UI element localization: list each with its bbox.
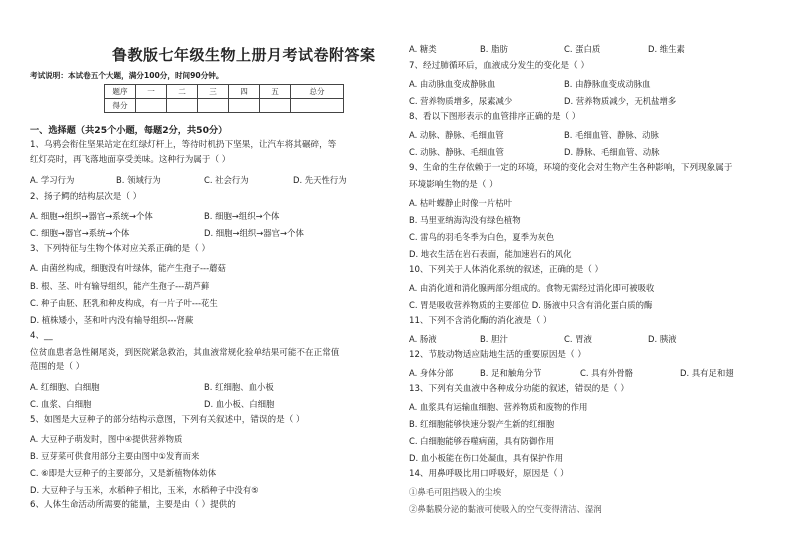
option: D. 血小板能在伤口处凝血，具有保护作用 [409, 453, 564, 463]
option: C. 血浆、白细胞 [30, 399, 92, 409]
option: C. 具有外骨骼 [580, 368, 634, 378]
question-8-text: 8、看以下图形表示的血管排序正确的是（ ） [409, 112, 581, 122]
option: C. 种子由胚、胚乳和种皮构成，有一片子叶---花生 [30, 298, 218, 308]
option: C. 动脉、静脉、毛细血管 [409, 147, 504, 157]
option: D. 静脉、毛细血管、动脉 [564, 147, 660, 157]
question-10-text: 10、下列关于人体消化系统的叙述，正确的是（ ） [409, 265, 604, 275]
option: C. 蛋白质 [564, 44, 601, 54]
score-cell [291, 99, 344, 113]
option: D. 植株矮小，茎和叶内没有输导组织---肾蕨 [30, 315, 194, 325]
option: C. 胃是吸收营养物质的主要部位 D. 肠液中只含有消化蛋白质的酶 [409, 300, 653, 310]
question-3-text: 3、下列特征与生物个体对应关系正确的是（ ） [30, 244, 211, 254]
option: D. 胰液 [648, 334, 677, 344]
option: D. 细胞→组织→器官→个体 [204, 228, 304, 238]
score-cell: 三 [198, 85, 229, 99]
option: A. 身体分部 [409, 368, 454, 378]
option: A. 动脉、静脉、毛细血管 [409, 130, 504, 140]
option: D. 营养物质减少，无机盐增多 [564, 96, 677, 106]
option: B. 细胞→组织→个体 [204, 211, 280, 221]
score-table-header-row [105, 85, 344, 99]
score-cell [198, 99, 229, 113]
question-13-text: 13、下列有关血液中各种成分功能的叙述，错误的是（ ） [409, 384, 629, 394]
option: D. 维生素 [648, 44, 685, 54]
score-cell [229, 99, 260, 113]
option: C. 胃液 [564, 334, 592, 344]
score-cell: 二 [167, 85, 198, 99]
option: B. 足和触角分节 [480, 368, 542, 378]
option: A. 细胞→组织→器官→系统→个体 [30, 211, 153, 221]
exam-notice: 考试说明：本试卷五个大题，满分100分，时间90分钟。 [30, 71, 224, 80]
option: C. 细胞→器官→系统→个体 [30, 228, 130, 238]
score-cell: 得分 [105, 99, 136, 113]
score-cell: 题序 [105, 85, 136, 99]
question-9-text: 环境影响生物的是（ ） [409, 180, 498, 190]
question-11-text: 11、下列不含消化酶的消化液是（ ） [409, 316, 552, 326]
score-table-score-row [105, 99, 344, 113]
option: B. 马里亚纳海沟没有绿色植物 [409, 215, 521, 225]
question-6-text: 6、人体生命活动所需要的能量，主要是由（ ）提供的 [30, 500, 236, 510]
question-7-text: 7、经过肺循环后，血液成分发生的变化是（ ） [409, 61, 590, 71]
question-4-text: 位贫血患者急性阑尾炎，到医院紧急救治，其血液常规化验单结果可能不在正常值 [30, 348, 340, 358]
question-9-text: 9、生命的生存依赖于一定的环境，环境的变化会对生物产生各种影响，下列现象属于 [409, 163, 733, 173]
score-cell [260, 99, 291, 113]
option: A. 由消化道和消化腺两部分组成的。食物无需经过消化即可被吸收 [409, 283, 655, 293]
score-cell [167, 99, 198, 113]
question-5-text: 5、如图是大豆种子的部分结构示意图，下列有关叙述中，错误的是（ ） [30, 415, 305, 425]
option: B. 红细胞能够快速分裂产生新的红细胞 [409, 419, 555, 429]
option: A. 红细胞、白细胞 [30, 382, 100, 392]
option: C. 雷鸟的羽毛冬季为白色，夏季为灰色 [409, 232, 555, 242]
option: A. 血浆具有运输血细胞、营养物质和废物的作用 [409, 402, 588, 412]
option: B. 豆芽菜可供食用部分主要由图中①发育而来 [30, 451, 200, 461]
score-cell: 五 [260, 85, 291, 99]
score-cell: 四 [229, 85, 260, 99]
option: C. 白细胞能够吞噬病菌，具有防御作用 [409, 436, 555, 446]
option: B. 由静脉血变成动脉血 [564, 79, 651, 89]
option: A. 由菌丝构成，细胞没有叶绿体，能产生孢子---蘑菇 [30, 263, 226, 273]
option: C. ⑥即是大豆种子的主要部分，又是新植物体幼体 [30, 468, 217, 478]
option: B. 毛细血管、静脉、动脉 [564, 130, 659, 140]
option: C. 营养物质增多，尿素减少 [409, 96, 513, 106]
question-2-text: 2、扬子鳄的结构层次是（ ） [30, 192, 142, 202]
option: A. 学习行为 [30, 175, 75, 185]
question-1-text: 1、乌鸦会衔住坚果站定在红绿灯杆上，等待时机扔下坚果，让汽车将其碾碎，等 [30, 140, 337, 150]
score-table [104, 84, 344, 113]
option: A. 大豆种子萌发时，图中④提供营养物质 [30, 434, 183, 444]
option: A. 肠液 [409, 334, 437, 344]
option: D. 大豆种子与玉米，水稻种子相比，玉米，水稻种子中没有⑤ [30, 485, 259, 495]
score-cell: 一 [136, 85, 167, 99]
question-1-text: 红灯亮时，再飞落地面享受美味。这种行为属于（ ） [30, 155, 231, 165]
question-12-text: 12、节肢动物适应陆地生活的重要原因是（ ） [409, 350, 586, 360]
option: D. 血小板、白细胞 [204, 399, 275, 409]
option: B. 根、茎、叶有输导组织，能产生孢子---葫芦藓 [30, 281, 210, 291]
option: D. 先天性行为 [293, 175, 347, 185]
score-cell [136, 99, 167, 113]
score-cell: 总分 [291, 85, 344, 99]
option: B. 领域行为 [116, 175, 161, 185]
option: B. 脂肪 [480, 44, 508, 54]
question-4-text: 范围的是（ ） [30, 362, 85, 372]
section-heading: 一、选择题（共25个小题，每题2分，共50分） [30, 125, 228, 136]
option: C. 社会行为 [204, 175, 249, 185]
option: D. 具有足和翅 [680, 368, 734, 378]
option: D. 地衣生活在岩石表面，能加速岩石的风化 [409, 249, 572, 259]
option: A. 由动脉血变成静脉血 [409, 79, 496, 89]
option: ②鼻黏膜分泌的黏液可使吸入的空气变得清洁、湿润 [409, 504, 602, 514]
option: A. 枯叶蝶静止时像一片枯叶 [409, 198, 513, 208]
option: B. 红细胞、血小板 [204, 382, 274, 392]
question-14-text: 14、用鼻呼吸比用口呼吸好，原因是（ ） [409, 469, 569, 479]
option: ①鼻毛可阻挡吸入的尘埃 [409, 487, 502, 497]
question-4-text: 4、__ [30, 331, 53, 341]
page-title: 鲁教版七年级生物上册月考试卷附答案 [112, 46, 376, 64]
option: B. 胆汁 [480, 334, 508, 344]
option: A. 糖类 [409, 44, 437, 54]
